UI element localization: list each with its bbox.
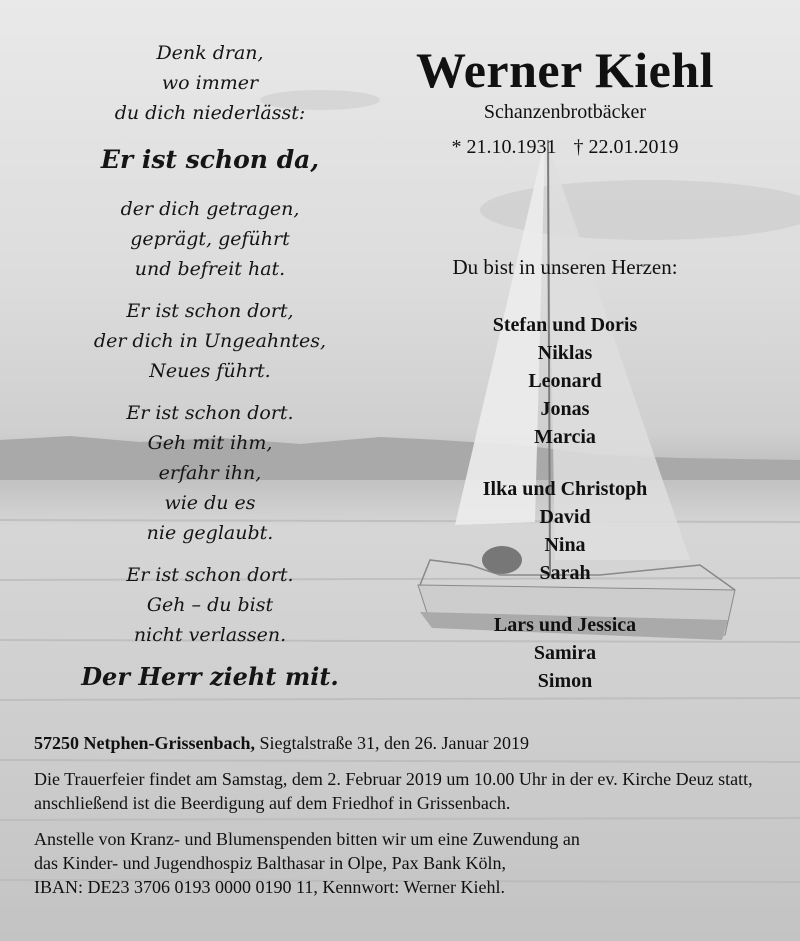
donation-line: IBAN: DE23 3706 0193 0000 0190 11, Kennwort: Werner Kiehl. bbox=[34, 877, 505, 897]
poem-closing: Der Herr zieht mit. bbox=[81, 662, 339, 691]
donation-info bbox=[34, 827, 774, 899]
mourner-name: Jonas bbox=[540, 398, 590, 420]
poem-line: Geh – du bist bbox=[146, 594, 274, 616]
death-date: † 22.01.2019 bbox=[573, 136, 679, 158]
poem-line: geprägt, geführt bbox=[130, 228, 290, 250]
mourner-name: Stefan und Doris bbox=[492, 314, 638, 336]
poem-line: Geh mit ihm, bbox=[147, 432, 273, 454]
poem-stanza bbox=[60, 398, 360, 548]
address-line bbox=[34, 731, 774, 755]
poem-line: wo immer bbox=[161, 72, 259, 94]
address-place: 57250 Netphen-Grissenbach, bbox=[34, 733, 256, 753]
birth-date: * 21.10.1931 bbox=[451, 136, 557, 158]
family-group bbox=[400, 311, 730, 451]
deceased-profession: Schanzenbrotbäcker bbox=[483, 101, 647, 123]
funeral-info: Die Trauerfeier findet am Samstag, dem 2. Februar 2019 um 10.00 Uhr in der ev. Kirche Deuz statt, anschließend ist die Beerdigung auf dem Friedhof in Grissenbach. bbox=[34, 769, 753, 813]
poem-stanza bbox=[60, 38, 360, 128]
poem-stanza bbox=[60, 560, 360, 650]
mourner-name: Sarah bbox=[539, 562, 591, 584]
poem-line: nicht verlassen. bbox=[133, 624, 287, 646]
mourner-name: Simon bbox=[537, 670, 593, 692]
mourner-name: Niklas bbox=[537, 342, 593, 364]
family-group bbox=[400, 475, 730, 587]
poem-stanza bbox=[60, 194, 360, 284]
family-group bbox=[400, 611, 730, 695]
poem-line: nie geglaubt. bbox=[146, 522, 274, 544]
mourners-list bbox=[400, 311, 730, 719]
mourner-name: Nina bbox=[544, 534, 586, 556]
poem-stanza bbox=[60, 296, 360, 386]
poem-line: Neues führt. bbox=[149, 360, 271, 382]
address-rest: Siegtalstraße 31, den 26. Januar 2019 bbox=[255, 733, 529, 753]
mourner-name: David bbox=[539, 506, 591, 528]
poem-emphasis: Er ist schon da, bbox=[100, 145, 320, 174]
notice-details bbox=[34, 731, 774, 911]
mourner-name: Leonard bbox=[528, 370, 602, 392]
poem-line: Denk dran, bbox=[156, 42, 264, 64]
in-heart-text: Du bist in unseren Herzen: bbox=[452, 255, 678, 279]
life-dates bbox=[400, 136, 730, 159]
donation-line: das Kinder- und Jugendhospiz Balthasar in Olpe, Pax Bank Köln, bbox=[34, 853, 507, 873]
poem-line: Er ist schon dort, bbox=[126, 300, 294, 322]
poem-line: der dich getragen, bbox=[120, 198, 300, 220]
poem-line: und befreit hat. bbox=[134, 258, 286, 280]
mourner-name: Marcia bbox=[534, 426, 596, 448]
mourner-name: Lars und Jessica bbox=[493, 614, 637, 636]
mourner-name: Ilka und Christoph bbox=[482, 478, 648, 500]
poem-line: wie du es bbox=[164, 492, 256, 514]
poem bbox=[60, 38, 360, 692]
poem-line: Er ist schon dort. bbox=[126, 402, 294, 424]
deceased-name: Werner Kiehl bbox=[415, 42, 715, 98]
donation-line: Anstelle von Kranz- und Blumenspenden bitten wir um eine Zuwendung an bbox=[34, 829, 580, 849]
poem-line: du dich niederlässt: bbox=[114, 102, 306, 124]
mourner-name: Samira bbox=[533, 642, 597, 664]
poem-line: der dich in Ungeahntes, bbox=[93, 330, 327, 352]
poem-line: Er ist schon dort. bbox=[126, 564, 294, 586]
poem-line: erfahr ihn, bbox=[158, 462, 262, 484]
